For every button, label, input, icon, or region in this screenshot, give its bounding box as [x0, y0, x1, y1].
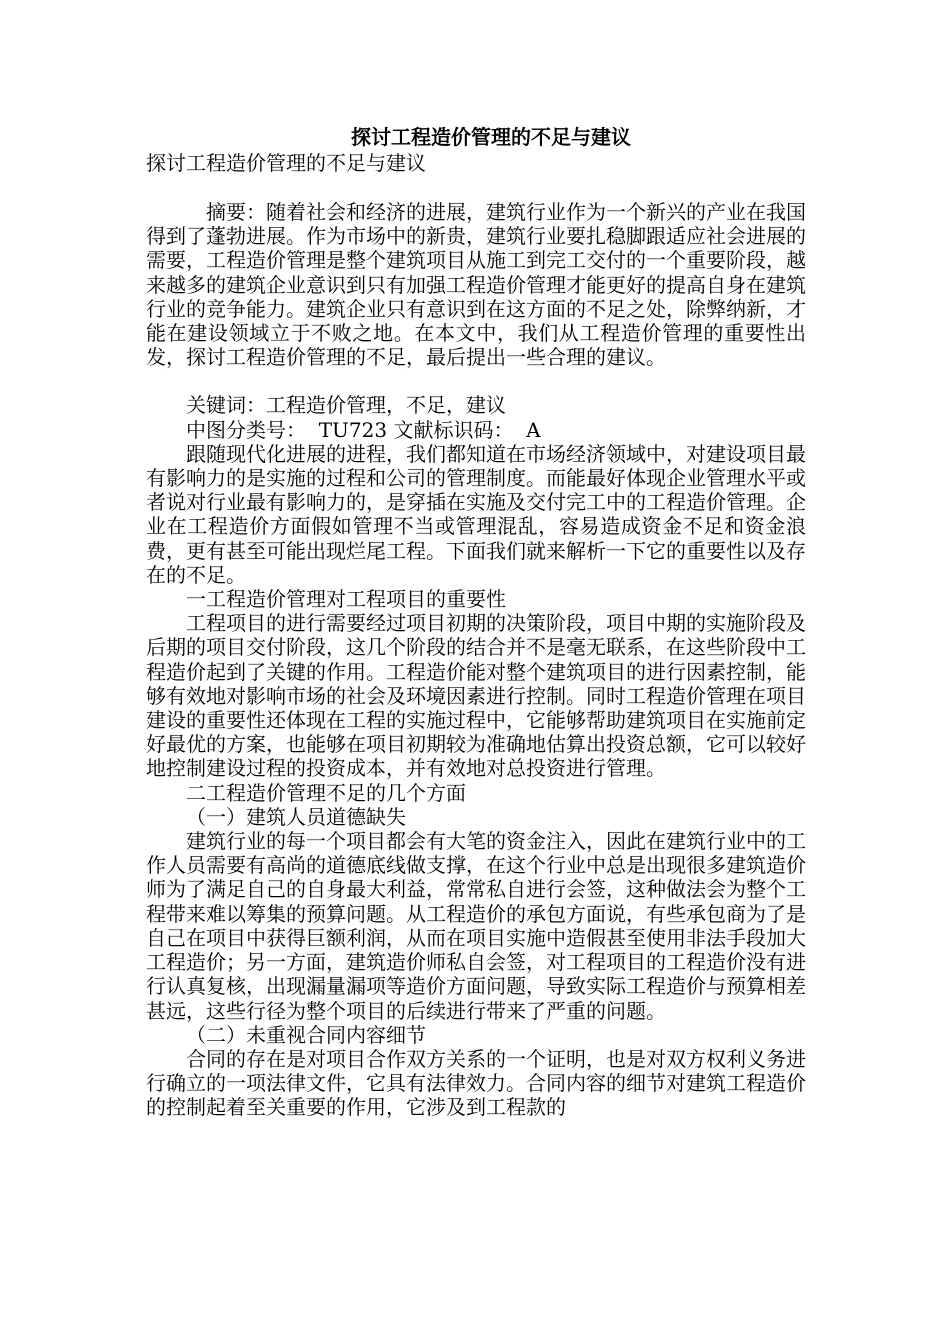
subsection-1-paragraph: 建筑行业的每一个项目都会有大笔的资金注入，因此在建筑行业中的工作人员需要有高尚的道德底线做支撑，在这个行业中总是出现很多建筑造价师为了满足自己的自身最大利益，常常私自进行会签，这种做法会为整个工程带来难以筹集的预算问题。从工程造价的承包方面说，有些承包商为了是自己在项目中获得巨额利润，从而在项目实施中造假甚至使用非法手段加大工程造价；另一方面，建筑造价师私自会签，对工程项目的工程造价没有进行认真复核，出现漏量漏项等造价方面问题，导致实际工程造价与预算相差甚远，这些行径为整个项目的后续进行带来了严重的问题。	[146, 829, 806, 1023]
abstract-paragraph: 摘要：随着社会和经济的进展，建筑行业作为一个新兴的产业在我国得到了蓬勃进展。作为市场中的新贵，建筑行业要扎稳脚跟适应社会进展的需要，工程造价管理是整个建筑项目从施工到完工交付的一个重要阶段，越来越多的建筑企业意识到只有加强工程造价管理才能更好的提高自身在建筑行业的竞争能力。建筑企业只有意识到在这方面的不足之处，除弊纳新，才能在建设领域立于不败之地。在本文中，我们从工程造价管理的重要性出发，探讨工程造价管理的不足，最后提出一些合理的建议。	[146, 200, 806, 370]
document-title: 探讨工程造价管理的不足与建议	[351, 125, 631, 149]
section-1-paragraph: 工程项目的进行需要经过项目初期的决策阶段，项目中期的实施阶段及后期的项目交付阶段，这几个阶段的结合并不是毫无联系，在这些阶段中工程造价起到了关键的作用。工程造价能对整个建筑项目的进行因素控制，能够有效地对影响市场的社会及环境因素进行控制。同时工程造价管理在项目建设的重要性还体现在工程的实施过程中，它能够帮助建筑项目在实施前定好最优的方案，也能够在项目初期较为准确地估算出投资总额，它可以较好地控制建设过程的投资成本，并有效地对总投资进行管理。	[146, 611, 806, 781]
section-2-heading: 二工程造价管理不足的几个方面	[186, 780, 466, 805]
intro-paragraph: 跟随现代化进展的进程，我们都知道在市场经济领域中，对建设项目最有影响力的是实施的过程和公司的管理制度。而能最好体现企业管理水平或者说对行业最有影响力的，是穿插在实施及交付完工中的工程造价管理。企业在工程造价方面假如管理不当或管理混乱，容易造成资金不足和资金浪费，更有甚至可能出现烂尾工程。下面我们就来解析一下它的重要性以及存在的不足。	[146, 441, 806, 587]
subsection-2-heading: （二）未重视合同内容细节	[186, 1022, 426, 1047]
document-content	[146, 124, 806, 1120]
subsection-2-paragraph: 合同的存在是对项目合作双方关系的一个证明，也是对双方权利义务进行确立的一项法律文件，它具有法律效力。合同内容的细节对建筑工程造价的控制起着至关重要的作用，它涉及到工程款的	[146, 1046, 806, 1120]
classification-line: 中图分类号： TU723 文献标识码： A	[186, 417, 541, 442]
keywords-line: 关键词：工程造价管理，不足，建议	[186, 393, 506, 418]
document-subtitle: 探讨工程造价管理的不足与建议	[146, 151, 426, 175]
subsection-1-heading: （一）建筑人员道德缺失	[186, 804, 406, 829]
blank-line	[146, 369, 806, 393]
section-1-heading: 一工程造价管理对工程项目的重要性	[186, 587, 506, 612]
